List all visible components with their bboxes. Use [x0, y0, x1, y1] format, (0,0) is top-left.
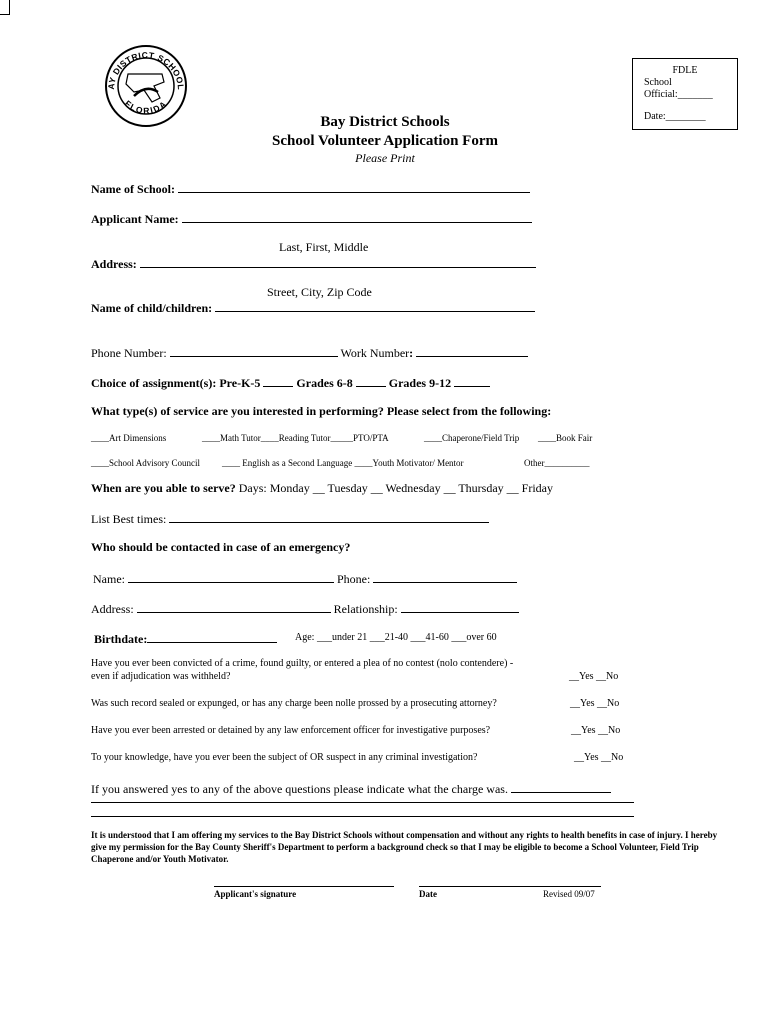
age-options[interactable]: Age: ___under 21 ___21-40 ___41-60 ___over 60	[295, 632, 497, 643]
grades-9-12-field[interactable]	[454, 374, 490, 387]
work-number-colon: :	[409, 346, 414, 360]
school-name-row	[91, 180, 530, 197]
children-field[interactable]	[215, 299, 535, 312]
birthdate-row	[94, 630, 277, 647]
availability-row	[91, 481, 553, 496]
emergency-phone-field[interactable]	[373, 570, 517, 583]
form-subtitle: Please Print	[355, 151, 415, 165]
signature-label: Applicant's signature	[214, 889, 297, 899]
work-number-field[interactable]	[416, 344, 528, 357]
logo-ring-bottom: FLORIDA	[122, 98, 170, 116]
question-2-answer[interactable]: __Yes __No	[570, 698, 620, 709]
grades-6-8-label: Grades 6-8	[296, 376, 353, 390]
emergency-phone-label: Phone:	[337, 572, 371, 586]
charge-row	[91, 780, 611, 797]
emergency-question: Who should be contacted in case of an emergency?	[91, 540, 351, 554]
service-question: What type(s) of service are you interested in performing? Please select from the following:	[91, 404, 552, 418]
corner-box	[0, 0, 10, 15]
emergency-address-label: Address:	[91, 602, 134, 616]
fdle-official-label: Official:_______	[644, 89, 713, 100]
name-hint: Last, First, Middle	[279, 240, 369, 254]
children-row	[91, 299, 535, 316]
revised-label: Revised 09/07	[543, 889, 595, 899]
emergency-name-field[interactable]	[128, 570, 334, 583]
assignment-row	[91, 374, 490, 391]
charge-field[interactable]	[511, 780, 611, 793]
charge-prompt: If you answered yes to any of the above questions please indicate what the charge was.	[91, 782, 508, 796]
logo-ring-top: AY DISTRICT SCHOOL	[105, 49, 187, 91]
org-name: Bay District Schools	[320, 114, 450, 130]
relationship-label: Relationship:	[333, 602, 398, 616]
service-book-fair[interactable]: ____Book Fair	[538, 433, 593, 443]
question-1-line1: Have you ever been convicted of a crime, found guilty, or entered a plea of no contest (nolo contendere) -	[91, 658, 514, 669]
applicant-name-label: Applicant Name:	[91, 212, 179, 226]
service-advisory[interactable]: ____School Advisory Council	[91, 458, 201, 468]
emergency-address-field[interactable]	[137, 600, 331, 613]
address-hint: Street, City, Zip Code	[267, 285, 372, 299]
signature-line[interactable]	[214, 886, 394, 887]
phone-field[interactable]	[170, 344, 338, 357]
date-line[interactable]	[419, 886, 601, 887]
question-3: Have you ever been arrested or detained by any law enforcement officer for investigative purposes?	[91, 725, 491, 736]
work-number-label: Work Number	[340, 346, 410, 360]
school-name-label: Name of School:	[91, 182, 175, 196]
assignment-label: Choice of assignment(s): Pre-K-5	[91, 376, 261, 390]
grades-6-8-field[interactable]	[356, 374, 386, 387]
availability-label: When are you able to serve?	[91, 481, 236, 495]
form-title: School Volunteer Application Form	[272, 133, 498, 149]
date-label: Date	[419, 889, 437, 899]
service-chaperone[interactable]: ____Chaperone/Field Trip	[424, 433, 520, 443]
question-1-answer[interactable]: __Yes __No	[569, 671, 619, 682]
phone-row	[91, 344, 528, 361]
address-label: Address:	[91, 257, 137, 271]
service-tutor-pto[interactable]: ____Math Tutor____Reading Tutor_____PTO/PTA	[202, 433, 389, 443]
fdle-date-label: Date:________	[644, 111, 706, 122]
service-esl-mentor[interactable]: ____ English as a Second Language ____Youth Motivator/ Mentor	[222, 458, 464, 468]
consent-text: It is understood that I am offering my services to the Bay District Schools without compensation and without any rights to health benefits in case of injury. I hereby give my permission for the Bay County Sheriff's Department to perform a background check so that I may be eligible to become a School Volunteer, Field Trip Chaperone and/or Youth Motivator.	[91, 830, 718, 864]
grades-9-12-label: Grades 9-12	[388, 376, 452, 390]
address-field[interactable]	[140, 255, 536, 268]
best-times-row	[91, 510, 489, 527]
best-times-label: List Best times:	[91, 512, 167, 526]
address-row	[91, 255, 536, 272]
question-2: Was such record sealed or expunged, or has any charge been nolle prossed by a prosecuting attorney?	[91, 698, 497, 709]
children-label: Name of child/children:	[91, 301, 213, 315]
fdle-school-label: School	[644, 77, 672, 88]
charge-line-2[interactable]	[91, 802, 634, 803]
birthdate-field[interactable]	[147, 630, 277, 643]
applicant-name-row	[91, 210, 532, 227]
best-times-field[interactable]	[169, 510, 489, 523]
emergency-name-label: Name:	[93, 572, 125, 586]
question-3-answer[interactable]: __Yes __No	[571, 725, 621, 736]
charge-line-3[interactable]	[91, 816, 634, 817]
relationship-field[interactable]	[401, 600, 519, 613]
question-1-line2: even if adjudication was withheld?	[91, 671, 231, 682]
service-other[interactable]: Other__________	[524, 458, 590, 468]
availability-days[interactable]: Days: Monday __ Tuesday __ Wednesday __ Thursday __ Friday	[238, 481, 554, 495]
emergency-name-row	[93, 570, 517, 587]
emergency-address-row	[91, 600, 519, 617]
school-name-field[interactable]	[178, 180, 530, 193]
prek5-field[interactable]	[263, 374, 293, 387]
phone-label: Phone Number:	[91, 346, 167, 360]
applicant-name-field[interactable]	[182, 210, 532, 223]
question-4-answer[interactable]: __Yes __No	[574, 752, 624, 763]
service-art[interactable]: ____Art Dimensions	[91, 433, 167, 443]
birthdate-label: Birthdate:	[94, 632, 148, 646]
question-4: To your knowledge, have you ever been the subject of OR suspect in any criminal investigation?	[91, 752, 478, 763]
fdle-title: FDLE	[672, 65, 698, 76]
